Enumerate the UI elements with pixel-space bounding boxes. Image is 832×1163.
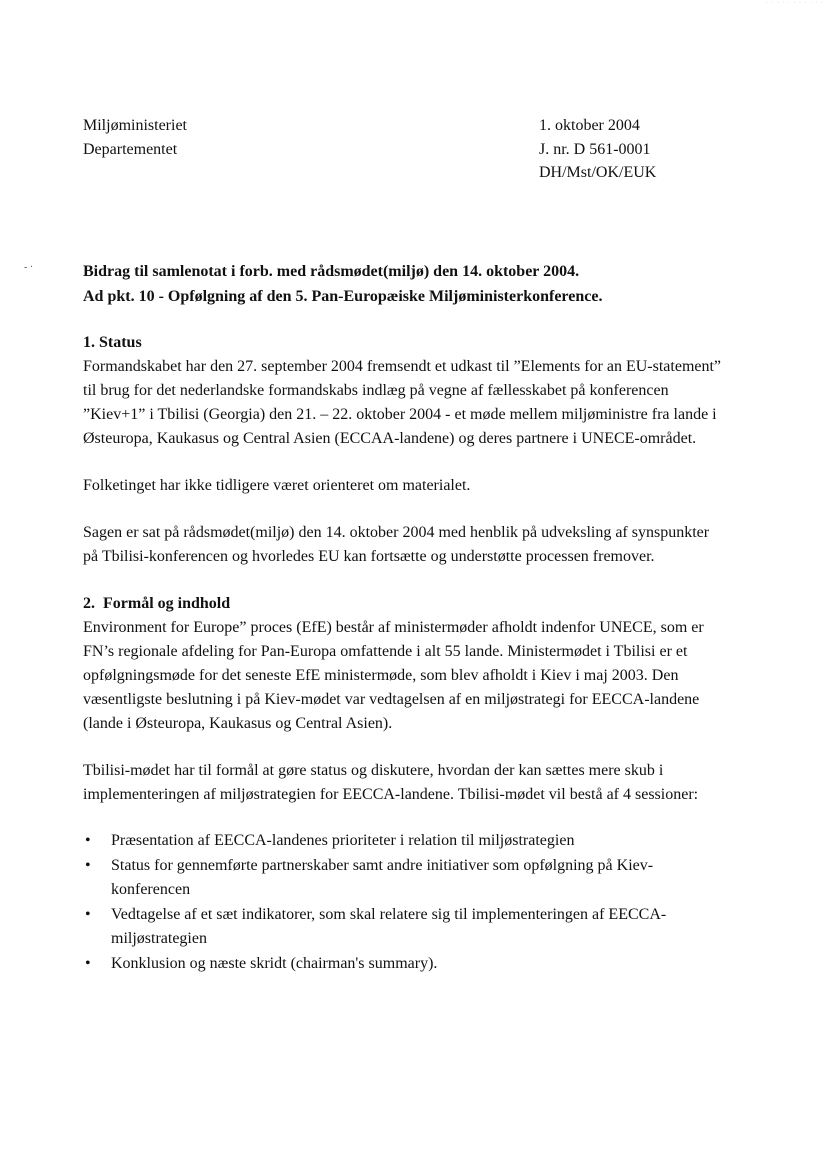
text-line: miljøstrategien bbox=[111, 930, 207, 947]
purpose-paragraph-1 bbox=[83, 616, 773, 736]
text-line: opfølgningsmøde for det seneste EfE ministermøde, som blev afholdt i Kiev i maj 2003. Den bbox=[83, 667, 679, 684]
text-line: Sagen er sat på rådsmødet(miljø) den 14. oktober 2004 med henblik på udveksling af synspunkter bbox=[83, 524, 710, 541]
text-line: Vedtagelse af et sæt indikatorer, som skal relatere sig til implementeringen af EECCA- bbox=[111, 906, 667, 923]
text-line: Tbilisi-mødet har til formål at gøre status og diskutere, hvordan der kan sættes mere skub i bbox=[83, 762, 664, 779]
text-line: Konklusion og næste skridt (chairman's summary). bbox=[111, 955, 438, 972]
subject-heading bbox=[83, 259, 602, 309]
sender-department: Departementet bbox=[83, 140, 178, 158]
list-item bbox=[83, 829, 773, 853]
text-line: til brug for det nederlandske formandskabs indlæg på vegne af fællesskabet på konferencen bbox=[83, 382, 669, 399]
scan-noise-mark: · · · · · · · · · · · bbox=[766, 0, 824, 6]
text-line: på Tbilisi-konferencen og hvorledes EU kan fortsætte og understøtte processen fremover. bbox=[83, 548, 655, 565]
text-line: FN’s regionale afdeling for Pan-Europa omfattende i alt 55 lande. Ministermødet i Tbilisi er et bbox=[83, 643, 688, 660]
section-heading-status: 1. Status bbox=[83, 334, 142, 351]
list-item bbox=[83, 952, 773, 976]
text-line: væsentligste beslutning i på Kiev-mødet var vedtagelsen af en miljøstrategi for EECCA-landene bbox=[83, 691, 700, 708]
text-line: implementeringen af miljøstrategien for EECCA-landene. Tbilisi-mødet vil bestå af 4 sessioner: bbox=[83, 786, 699, 803]
list-item bbox=[83, 903, 773, 951]
text-line: Environment for Europe” proces (EfE) består af ministermøder afholdt indenfor UNECE, som er bbox=[83, 619, 704, 636]
subject-line-1: Bidrag til samlenotat i forb. med rådsmødet(miljø) den 14. oktober 2004. bbox=[83, 263, 580, 280]
bullet-icon: • bbox=[85, 906, 91, 923]
status-paragraph-2 bbox=[83, 474, 773, 498]
status-paragraph-3 bbox=[83, 521, 773, 569]
sender-block bbox=[83, 114, 187, 161]
margin-mark: - · bbox=[24, 262, 34, 273]
text-line: Præsentation af EECCA-landenes prioriteter i relation til miljøstrategien bbox=[111, 832, 575, 849]
reference-block bbox=[539, 114, 656, 185]
journal-number: J. nr. D 561-0001 bbox=[539, 140, 651, 158]
text-line: ”Kiev+1” i Tbilisi (Georgia) den 21. – 22. oktober 2004 - et møde mellem miljøministre fra lande i bbox=[83, 406, 717, 423]
status-paragraph-1 bbox=[83, 355, 773, 451]
reference-initials: DH/Mst/OK/EUK bbox=[539, 164, 657, 181]
sender-ministry: Miljøministeriet bbox=[83, 117, 187, 134]
purpose-paragraph-2 bbox=[83, 759, 773, 807]
bullet-icon: • bbox=[85, 857, 91, 874]
list-item bbox=[83, 854, 773, 902]
document-body bbox=[83, 331, 773, 977]
text-line: konferencen bbox=[111, 881, 191, 898]
session-list bbox=[83, 829, 773, 976]
text-line: Status for gennemførte partnerskaber samt andre initiativer som opfølgning på Kiev- bbox=[111, 857, 654, 874]
text-line: Folketinget har ikke tidligere været orienteret om materialet. bbox=[83, 477, 471, 494]
bullet-icon: • bbox=[85, 832, 91, 849]
text-line: Formandskabet har den 27. september 2004 fremsendt et udkast til ”Elements for an EU-statement” bbox=[83, 358, 722, 375]
text-line: (lande i Østeuropa, Kaukasus og Central Asien). bbox=[83, 715, 393, 732]
document-date: 1. oktober 2004 bbox=[539, 117, 640, 134]
bullet-icon: • bbox=[85, 955, 91, 972]
text-line: Østeuropa, Kaukasus og Central Asien (ECCAA-landene) og deres partnere i UNECE-området. bbox=[83, 430, 697, 447]
subject-line-2: Ad pkt. 10 - Opfølgning af den 5. Pan-Europæiske Miljøministerkonference. bbox=[83, 288, 603, 305]
section-heading-purpose: 2. Formål og indhold bbox=[83, 595, 231, 612]
